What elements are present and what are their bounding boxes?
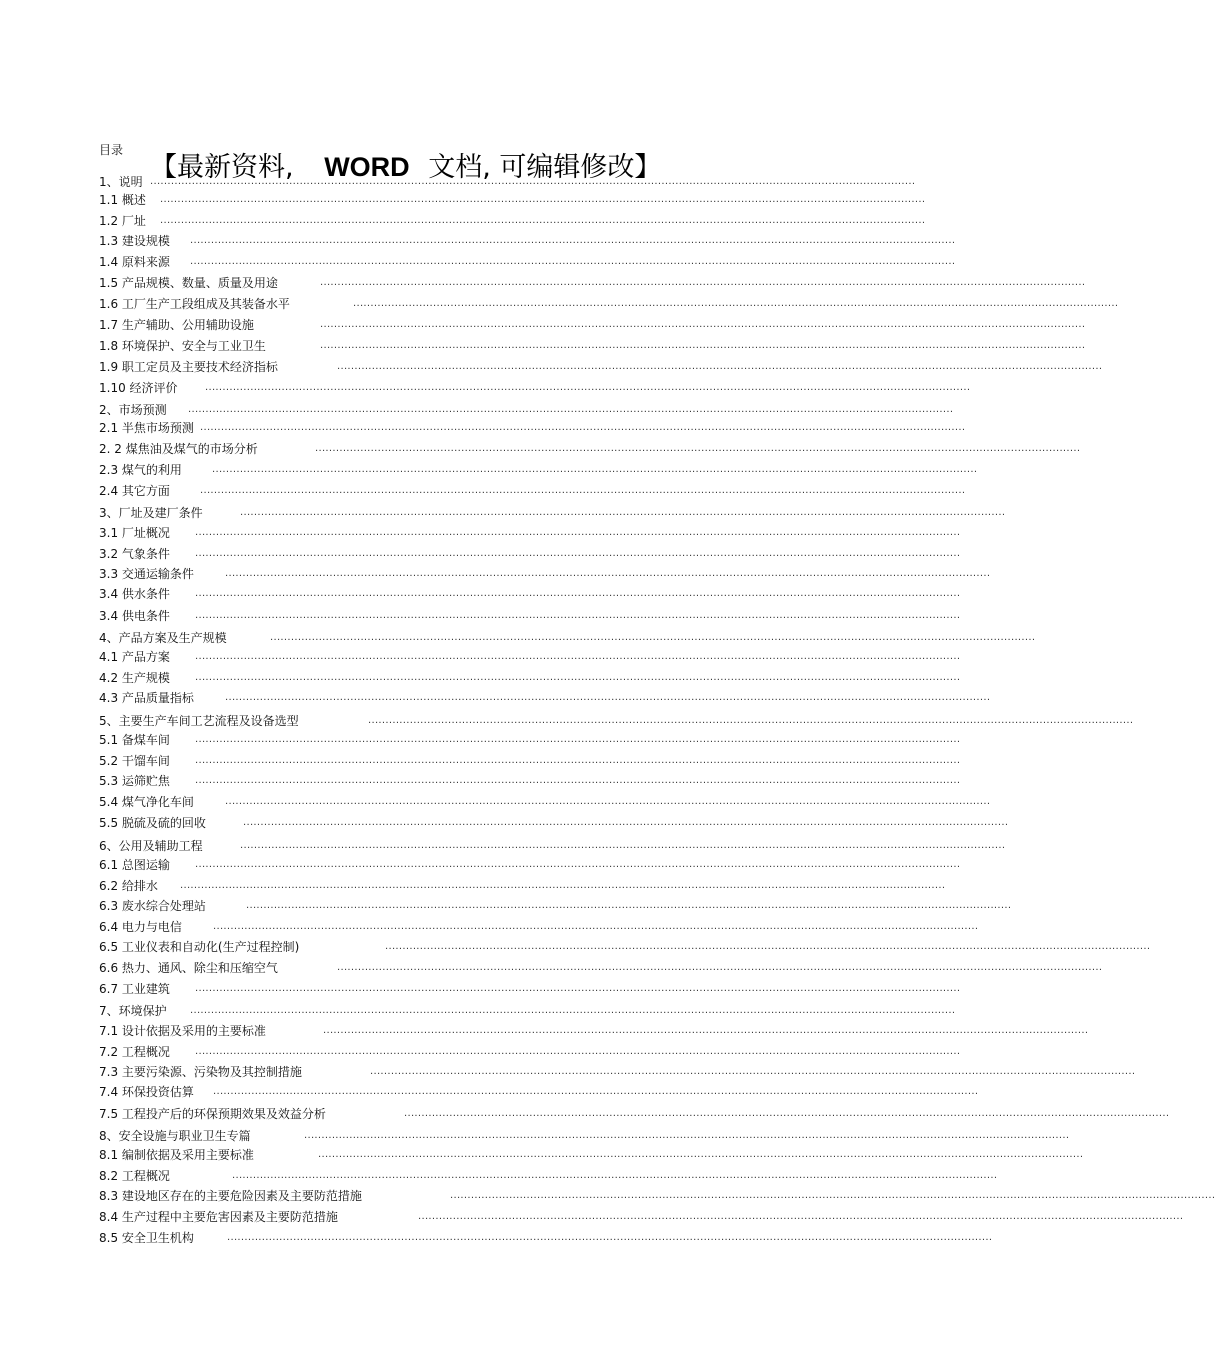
toc-entry[interactable] <box>99 1106 1170 1122</box>
toc-entry-label: 1.6 工厂生产工段组成及其装备水平 <box>99 297 290 311</box>
toc-entry-label: 5.1 备煤车间 <box>99 733 170 747</box>
toc-dot-leader: ............................................................................................................................................................................................................................ <box>213 1086 979 1097</box>
toc-entry-label: 3.1 厂址概况 <box>99 526 170 540</box>
toc-entry-label: 2.1 半焦市场预测 <box>99 421 194 435</box>
toc-entry-label: 4.2 生产规模 <box>99 671 170 685</box>
toc-entry[interactable] <box>99 1209 1184 1225</box>
toc-entry-label: 5.3 运筛贮焦 <box>99 774 170 788</box>
toc-entry[interactable] <box>99 630 1036 646</box>
toc-entry[interactable] <box>99 462 978 478</box>
toc-dot-leader: ............................................................................................................................................................................................................................ <box>385 941 1151 952</box>
toc-entry[interactable] <box>99 546 961 562</box>
toc-dot-leader: ............................................................................................................................................................................................................................ <box>225 568 991 579</box>
toc-entry[interactable] <box>99 981 961 997</box>
toc-entry[interactable] <box>99 566 991 582</box>
toc-entry[interactable] <box>99 1230 993 1246</box>
toc-entry[interactable] <box>99 275 1086 291</box>
toc-entry[interactable] <box>99 505 1006 521</box>
toc-entry[interactable] <box>99 338 1086 354</box>
toc-entry-label: 7.1 设计依据及采用的主要标准 <box>99 1024 266 1038</box>
toc-dot-leader: ............................................................................................................................................................................................................................ <box>195 672 961 683</box>
toc-dot-leader: ............................................................................................................................................................................................................................ <box>205 382 971 393</box>
toc-entry-label: 4.3 产品质量指标 <box>99 691 194 705</box>
toc-dot-leader: ............................................................................................................................................................................................................................ <box>404 1108 1170 1119</box>
toc-entry-label: 1.9 职工定员及主要技术经济指标 <box>99 360 278 374</box>
toc-dot-leader: ............................................................................................................................................................................................................................ <box>150 176 916 187</box>
toc-dot-leader: ............................................................................................................................................................................................................................ <box>368 715 1134 726</box>
toc-dot-leader: ............................................................................................................................................................................................................................ <box>320 319 1086 330</box>
toc-entry-label: 3.4 供水条件 <box>99 587 170 601</box>
toc-dot-leader: ............................................................................................................................................................................................................................ <box>160 194 926 205</box>
toc-entry-label: 1.3 建设规模 <box>99 234 170 248</box>
toc-entry-label: 1、说明 <box>99 175 143 189</box>
toc-entry[interactable] <box>99 670 961 686</box>
toc-entry[interactable] <box>99 1188 1215 1204</box>
toc-entry[interactable] <box>99 441 1081 457</box>
toc-dot-leader: ............................................................................................................................................................................................................................ <box>195 859 961 870</box>
toc-entry-label: 1.1 概述 <box>99 193 146 207</box>
toc-dot-leader: ............................................................................................................................................................................................................................ <box>337 361 1103 372</box>
toc-entry-label: 3.4 供电条件 <box>99 609 170 623</box>
toc-dot-leader: ............................................................................................................................................................................................................................ <box>188 404 954 415</box>
toc-entry[interactable] <box>99 296 1119 312</box>
toc-dot-leader: ............................................................................................................................................................................................................................ <box>243 817 1009 828</box>
toc-dot-leader: ............................................................................................................................................................................................................................ <box>232 1170 998 1181</box>
toc-dot-leader: ............................................................................................................................................................................................................................ <box>195 527 961 538</box>
toc-entry-label: 1.2 厂址 <box>99 214 146 228</box>
toc-entry-label: 1.10 经济评价 <box>99 381 178 395</box>
toc-entry-label: 8.3 建设地区存在的主要危险因素及主要防范措施 <box>99 1189 362 1203</box>
toc-entry-label: 8.5 安全卫生机构 <box>99 1231 194 1245</box>
toc-dot-leader: ............................................................................................................................................................................................................................ <box>195 610 961 621</box>
toc-entry[interactable] <box>99 857 961 873</box>
toc-dot-leader: ............................................................................................................................................................................................................................ <box>225 692 991 703</box>
toc-entry-label: 3、厂址及建厂条件 <box>99 506 203 520</box>
toc-entry[interactable] <box>99 1023 1089 1039</box>
toc-dot-leader: ............................................................................................................................................................................................................................ <box>323 1025 1089 1036</box>
toc-entry-label: 7.2 工程概况 <box>99 1045 170 1059</box>
toc-entry-label: 2.3 煤气的利用 <box>99 463 182 477</box>
toc-entry[interactable] <box>99 1044 961 1060</box>
banner-word: WORD <box>324 152 410 182</box>
toc-dot-leader: ............................................................................................................................................................................................................................ <box>190 256 956 267</box>
toc-entry-label: 1.4 原料来源 <box>99 255 170 269</box>
toc-dot-leader: ............................................................................................................................................................................................................................ <box>320 277 1086 288</box>
toc-entry-label: 6.2 给排水 <box>99 879 158 893</box>
toc-entry[interactable] <box>99 1084 979 1100</box>
toc-entry-label: 6.1 总图运输 <box>99 858 170 872</box>
toc-dot-leader: ............................................................................................................................................................................................................................ <box>200 422 966 433</box>
toc-entry-label: 6.5 工业仪表和自动化(生产过程控制) <box>99 940 300 954</box>
toc-entry-label: 7.3 主要污染源、污染物及其控制措施 <box>99 1065 302 1079</box>
toc-dot-leader: ............................................................................................................................................................................................................................ <box>270 632 1036 643</box>
toc-dot-leader: ............................................................................................................................................................................................................................ <box>180 880 946 891</box>
toc-dot-leader: ............................................................................................................................................................................................................................ <box>353 298 1119 309</box>
toc-entry-label: 6、公用及辅助工程 <box>99 839 203 853</box>
toc-dot-leader: ............................................................................................................................................................................................................................ <box>195 588 961 599</box>
toc-entry[interactable] <box>99 1147 1084 1163</box>
toc-entry-label: 8.2 工程概况 <box>99 1169 170 1183</box>
toc-entry-label: 7.5 工程投产后的环保预期效果及效益分析 <box>99 1107 326 1121</box>
toc-entry-label: 1.7 生产辅助、公用辅助设施 <box>99 318 254 332</box>
toc-entry[interactable] <box>99 815 1009 831</box>
toc-dot-leader: ............................................................................................................................................................................................................................ <box>195 548 961 559</box>
toc-dot-leader: ............................................................................................................................................................................................................................ <box>315 443 1081 454</box>
toc-entry-label: 1.8 环境保护、安全与工业卫生 <box>99 339 266 353</box>
toc-entry-label: 5.5 脱硫及硫的回收 <box>99 816 206 830</box>
toc-heading: 目录 <box>99 143 124 157</box>
toc-dot-leader: ............................................................................................................................................................................................................................ <box>160 215 926 226</box>
toc-dot-leader: ............................................................................................................................................................................................................................ <box>225 796 991 807</box>
toc-entry-label: 8.1 编制依据及采用主要标准 <box>99 1148 254 1162</box>
toc-dot-leader: ............................................................................................................................................................................................................................ <box>200 485 966 496</box>
toc-entry[interactable] <box>99 420 966 436</box>
toc-entry-label: 5.4 煤气净化车间 <box>99 795 194 809</box>
toc-dot-leader: ............................................................................................................................................................................................................................ <box>240 507 1006 518</box>
toc-dot-leader: ............................................................................................................................................................................................................................ <box>304 1130 1070 1141</box>
toc-entry[interactable] <box>99 608 961 624</box>
toc-entry[interactable] <box>99 1064 1136 1080</box>
toc-dot-leader: ............................................................................................................................................................................................................................ <box>190 235 956 246</box>
toc-entry-label: 2、市场预测 <box>99 403 167 417</box>
toc-entry-label: 6.6 热力、通风、除尘和压缩空气 <box>99 961 278 975</box>
toc-entry[interactable] <box>99 732 961 748</box>
toc-dot-leader: ............................................................................................................................................................................................................................ <box>418 1211 1184 1222</box>
toc-entry[interactable] <box>99 192 926 208</box>
toc-dot-leader: ............................................................................................................................................................................................................................ <box>213 921 979 932</box>
toc-entry-label: 8.4 生产过程中主要危害因素及主要防范措施 <box>99 1210 338 1224</box>
toc-dot-leader: ............................................................................................................................................................................................................................ <box>240 840 1006 851</box>
toc-entry-label: 4、产品方案及生产规模 <box>99 631 227 645</box>
toc-entry-label: 7.4 环保投资估算 <box>99 1085 194 1099</box>
toc-entry[interactable] <box>99 213 926 229</box>
toc-entry[interactable] <box>99 690 991 706</box>
toc-dot-leader: ............................................................................................................................................................................................................................ <box>320 340 1086 351</box>
toc-entry[interactable] <box>99 483 966 499</box>
toc-entry-label: 3.2 气象条件 <box>99 547 170 561</box>
toc-dot-leader: ............................................................................................................................................................................................................................ <box>246 900 1012 911</box>
toc-entry[interactable] <box>99 838 1006 854</box>
toc-dot-leader: ............................................................................................................................................................................................................................ <box>318 1149 1084 1160</box>
toc-entry[interactable] <box>99 713 1134 729</box>
toc-entry[interactable] <box>99 359 1103 375</box>
toc-entry[interactable] <box>99 525 961 541</box>
toc-entry[interactable] <box>99 960 1103 976</box>
toc-dot-leader: ............................................................................................................................................................................................................................ <box>190 1005 956 1016</box>
toc-entry-label: 6.7 工业建筑 <box>99 982 170 996</box>
toc-entry-label: 1.5 产品规模、数量、质量及用途 <box>99 276 278 290</box>
toc-entry-label: 2.4 其它方面 <box>99 484 170 498</box>
toc-entry[interactable] <box>99 1003 956 1019</box>
toc-entry[interactable] <box>99 254 956 270</box>
toc-entry[interactable] <box>99 794 991 810</box>
toc-entry[interactable] <box>99 1128 1070 1144</box>
toc-dot-leader: ............................................................................................................................................................................................................................ <box>370 1066 1136 1077</box>
toc-entry[interactable] <box>99 753 961 769</box>
toc-entry[interactable] <box>99 939 1151 955</box>
toc-entry-label: 5.2 干馏车间 <box>99 754 170 768</box>
toc-entry[interactable] <box>99 233 956 249</box>
toc-dot-leader: ............................................................................................................................................................................................................................ <box>195 775 961 786</box>
toc-dot-leader: ............................................................................................................................................................................................................................ <box>195 734 961 745</box>
toc-entry-label: 6.3 废水综合处理站 <box>99 899 206 913</box>
toc-entry-label: 4.1 产品方案 <box>99 650 170 664</box>
toc-dot-leader: ............................................................................................................................................................................................................................ <box>195 1046 961 1057</box>
toc-entry-label: 6.4 电力与电信 <box>99 920 182 934</box>
banner-left: 【最新资料, <box>150 152 294 183</box>
toc-dot-leader: ............................................................................................................................................................................................................................ <box>212 464 978 475</box>
toc-entry[interactable] <box>99 649 961 665</box>
toc-entry[interactable] <box>99 380 971 396</box>
toc-entry[interactable] <box>99 773 961 789</box>
toc-entry[interactable] <box>99 1168 998 1184</box>
toc-entry-label: 7、环境保护 <box>99 1004 167 1018</box>
toc-entry[interactable] <box>99 898 1012 914</box>
toc-entry[interactable] <box>99 317 1086 333</box>
toc-entry[interactable] <box>99 878 946 894</box>
toc-entry[interactable] <box>99 919 979 935</box>
toc-entry[interactable] <box>99 402 954 418</box>
toc-entry-label: 2. 2 煤焦油及煤气的市场分析 <box>99 442 258 456</box>
toc-dot-leader: ............................................................................................................................................................................................................................ <box>450 1190 1215 1201</box>
toc-dot-leader: ............................................................................................................................................................................................................................ <box>195 983 961 994</box>
toc-entry[interactable] <box>99 174 916 190</box>
toc-dot-leader: ............................................................................................................................................................................................................................ <box>195 755 961 766</box>
toc-entry[interactable] <box>99 586 961 602</box>
toc-dot-leader: ............................................................................................................................................................................................................................ <box>337 962 1103 973</box>
toc-entry-label: 8、安全设施与职业卫生专篇 <box>99 1129 251 1143</box>
toc-dot-leader: ............................................................................................................................................................................................................................ <box>227 1232 993 1243</box>
toc-entry-label: 3.3 交通运输条件 <box>99 567 194 581</box>
toc-dot-leader: ............................................................................................................................................................................................................................ <box>195 651 961 662</box>
banner-right: 文档, 可编辑修改】 <box>428 152 662 183</box>
toc-entry-label: 5、主要生产车间工艺流程及设备选型 <box>99 714 299 728</box>
